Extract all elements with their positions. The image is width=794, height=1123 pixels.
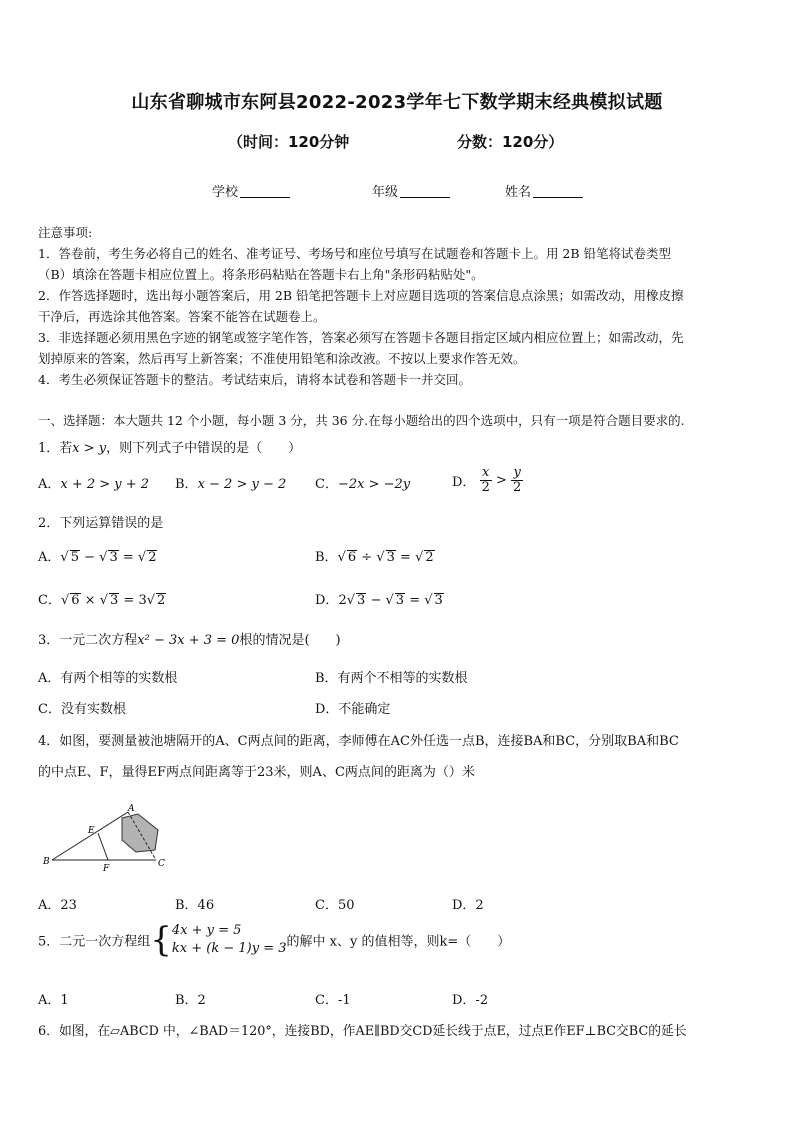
note-line: 3．非选择题必须用黑色字迹的钢笔或签字笔作答，答案必须写在答题卡各题目指定区域内相应位置上；如需改动，先 bbox=[38, 330, 684, 345]
q2-option-d[interactable]: D．2√ 3 − √ 3 = √ 3 bbox=[315, 593, 443, 608]
q4-option-b[interactable]: B．46 bbox=[175, 898, 215, 913]
label-e: E bbox=[88, 826, 95, 836]
q2-option-a[interactable]: A．√ 5 − √ 3 = √ 2 bbox=[38, 550, 157, 565]
school-field[interactable] bbox=[212, 181, 290, 200]
question-1-stem: 1．若x > y，则下列式子中错误的是（ ） bbox=[38, 441, 302, 456]
q4-figure bbox=[40, 800, 180, 875]
q2-option-c[interactable]: C．√ 6 × √ 3 = 3√ 2 bbox=[38, 593, 166, 608]
q5-option-b[interactable]: B．2 bbox=[175, 993, 206, 1008]
q1-option-a[interactable]: A．x + 2 > y + 2 bbox=[38, 477, 150, 492]
note-line: （B）填涂在答题卡相应位置上。将条形码粘贴在答题卡右上角"条形码粘贴处"。 bbox=[38, 267, 484, 282]
exam-time: （时间：120分钟 bbox=[228, 133, 350, 151]
school-label: 学校 bbox=[212, 185, 239, 200]
q1-option-d[interactable]: D． $\frac{x}{2}$ > $\frac{y}{2}$ bbox=[452, 465, 522, 495]
exam-score: 分数：120分） bbox=[457, 133, 564, 151]
q5-option-c[interactable]: C．-1 bbox=[315, 993, 351, 1008]
q4-option-d[interactable]: D．2 bbox=[452, 898, 484, 913]
q4-option-c[interactable]: C．50 bbox=[315, 898, 355, 913]
q1-option-c[interactable]: C．−2x > −2y bbox=[315, 477, 411, 492]
q3-option-c[interactable]: C．没有实数根 bbox=[38, 702, 126, 717]
question-5-stem: 5．二元一次方程组{ 4x + y = 5 kx + (k − 1)y = 3 的解中 x、y 的值相等，则k=（ ） bbox=[38, 920, 511, 960]
section-heading: 一、选择题：本大题共 12 个小题，每小题 3 分，共 36 分.在每小题给出的四个选项中，只有一项是符合题目要求的. bbox=[38, 413, 685, 428]
note-line: 4．考生必须保证答题卡的整洁。考试结束后，请将本试卷和答题卡一并交回。 bbox=[38, 372, 471, 387]
q5-option-d[interactable]: D．-2 bbox=[452, 993, 489, 1008]
q3-option-d[interactable]: D．不能确定 bbox=[315, 702, 391, 717]
q4-option-a[interactable]: A．23 bbox=[38, 898, 77, 913]
note-line: 划掉原来的答案，然后再写上新答案；不准使用铅笔和涂改液。不按以上要求作答无效。 bbox=[38, 351, 526, 366]
q3-option-b[interactable]: B．有两个不相等的实数根 bbox=[315, 671, 468, 686]
q5-option-a[interactable]: A．1 bbox=[38, 993, 69, 1008]
question-6-stem-line1: 6．如图，在▱ABCD 中，∠BAD＝120°，连接BD，作AE∥BD交CD延长线于点E，过点E作EF⊥BC交BC的延长 bbox=[38, 1024, 687, 1039]
name-field[interactable] bbox=[505, 181, 583, 200]
pond-shape bbox=[122, 814, 158, 852]
school-blank[interactable] bbox=[240, 185, 290, 198]
note-line: 1．答卷前，考生务必将自己的姓名、准考证号、考场号和座位号填写在试题卷和答题卡上。用 2B 铅笔将试卷类型 bbox=[38, 246, 672, 261]
grade-label: 年级 bbox=[372, 185, 399, 200]
note-line: 2．作答选择题时，选出每小题答案后，用 2B 铅笔把答题卡上对应题目选项的答案信息点涂黑；如需改动，用橡皮擦 bbox=[38, 288, 684, 303]
label-a: A bbox=[128, 804, 135, 814]
name-label: 姓名 bbox=[505, 185, 532, 200]
line-ef bbox=[98, 833, 108, 860]
question-2-stem: 2．下列运算错误的是 bbox=[38, 516, 164, 531]
label-f: F bbox=[103, 864, 110, 874]
question-4-stem-line2: 的中点E、F，量得EF两点间距离等于23米，则A、C两点间的距离为（）米 bbox=[38, 765, 475, 780]
name-blank[interactable] bbox=[533, 185, 583, 198]
note-line: 干净后，再选涂其他答案。答案不能答在试题卷上。 bbox=[38, 309, 326, 324]
grade-field[interactable] bbox=[372, 181, 450, 200]
q3-option-a[interactable]: A．有两个相等的实数根 bbox=[38, 671, 178, 686]
label-b: B bbox=[43, 857, 50, 867]
question-4-stem-line1: 4．如图，要测量被池塘隔开的A、C两点间的距离，李师傅在AC外任选一点B，连接BA和BC，分别取BA和BC bbox=[38, 734, 679, 749]
q1-option-b[interactable]: B．x − 2 > y − 2 bbox=[175, 477, 287, 492]
grade-blank[interactable] bbox=[400, 185, 450, 198]
line-ba bbox=[52, 812, 128, 860]
q2-option-b[interactable]: B．√ 6 ÷ √ 3 = √ 2 bbox=[315, 550, 434, 565]
notes-heading: 注意事项: bbox=[38, 225, 93, 240]
label-c: C bbox=[158, 859, 165, 869]
question-3-stem: 3．一元二次方程x² − 3x + 3 = 0根的情况是( ) bbox=[38, 633, 341, 648]
page-title: 山东省聊城市东阿县2022-2023学年七下数学期末经典模拟试题 bbox=[131, 92, 663, 113]
